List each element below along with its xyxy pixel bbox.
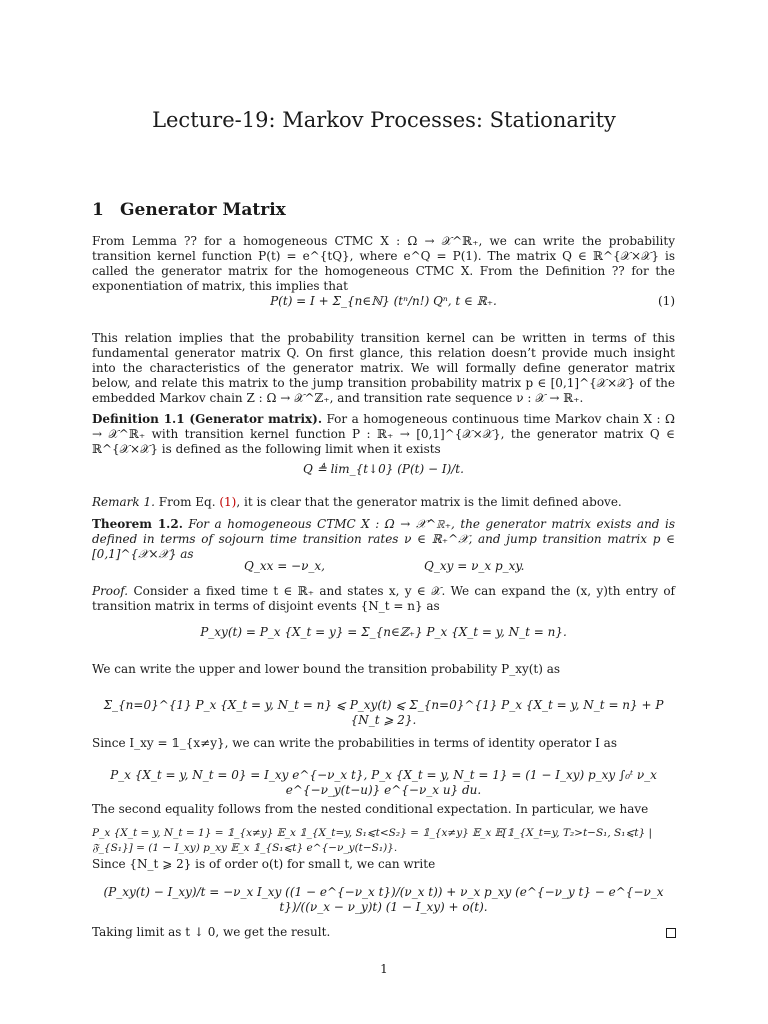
proof-block	[92, 584, 675, 614]
theorem-text: For a homogeneous CTMC X : Ω → 𝒳^ℝ₊, the generator matrix exists and is defined in terms of sojourn time transition rates ν ∈ ℝ₊^𝒳, and jump transition matrix p ∈ [0,1]^{𝒳×𝒳} as	[92, 517, 675, 561]
paragraph-intro: From Lemma ?? for a homogeneous CTMC X : Ω → 𝒳^ℝ₊, we can write the probability transition kernel function P(t) = e^{tQ}, where e^Q = P(1). The matrix Q ∈ ℝ^{𝒳×𝒳} is called the generator matrix for the homogeneous CTMC X. From the Definition ?? for the exponentiation of matrix, this implies that	[92, 234, 675, 293]
theorem-block	[92, 517, 675, 562]
section-heading	[92, 200, 286, 220]
equation-definition: Q ≜ lim_{t↓0} (P(t) − I)/t.	[303, 462, 464, 476]
paragraph-order: Since {N_t ⩾ 2} is of order o(t) for small t, we can write	[92, 857, 436, 871]
paragraph-generator-relation: This relation implies that the probability transition kernel can be written in terms of this fundamental generator matrix Q. On first glance, this relation doesn’t provide much insight into the characteristics of the generator matrix. We will formally define generator matrix below, and relate this matrix to the jump transition probability matrix p ∈ [0,1]^{𝒳×𝒳} of the embedded Markov chain Z : Ω → 𝒳^ℤ₊, and transition rate sequence ν : 𝒳 → ℝ₊.	[92, 331, 675, 405]
remark-text-b: , it is clear that the generator matrix is the limit defined above.	[236, 495, 622, 509]
equation-nested: P_x {X_t = y, N_t = 1} = 𝟙_{x≠y} 𝔼_x 𝟙_{X_t=y, S₁⩽t<S₂} = 𝟙_{x≠y} 𝔼_x 𝔼[𝟙_{X_t=y, T₂>t−S₁, S₁⩽t} | 𝔉_{S₁}] = (1 − I_xy) p_xy 𝔼_x 𝟙_{S₁⩽t} e^{−ν_y(t−S₁)}.	[92, 827, 653, 854]
equation-theorem-right: Q_xy = ν_x p_xy.	[424, 559, 525, 573]
proof-text: Consider a fixed time t ∈ ℝ₊ and states x, y ∈ 𝒳. We can expand the (x, y)th entry of transition matrix in terms of disjoint events {N_t = n} as	[92, 584, 675, 613]
equation-1	[92, 294, 675, 309]
equation-probabilities: P_x {X_t = y, N_t = 0} = I_xy e^{−ν_x t}, P_x {X_t = y, N_t = 1} = (1 − I_xy) p_xy ∫₀ᵗ ν_x e^{−ν_y(t−u)} e^{−ν_x u} du.	[110, 768, 657, 797]
equation-pxy: P_xy(t) = P_x {X_t = y} = Σ_{n∈ℤ₊} P_x {X_t = y, N_t = n}.	[200, 625, 567, 639]
equation-final: (P_xy(t) − I_xy)/t = −ν_x I_xy ((1 − e^{−ν_x t})/(ν_x t)) + ν_x p_xy (e^{−ν_y t} − e^{−ν_x t})/((ν_x − ν_y)t) (1 − I_xy) + o(t).	[103, 885, 664, 914]
paragraph-conclusion: Taking limit as t ↓ 0, we get the result.	[92, 925, 331, 939]
page-number: 1	[380, 962, 388, 976]
equation-theorem-left: Q_xx = −ν_x,	[244, 559, 325, 573]
section-number: 1	[92, 200, 104, 220]
document-title: Lecture-19: Markov Processes: Stationarity	[152, 108, 616, 132]
paragraph-nested: The second equality follows from the nested conditional expectation. In particular, we have	[92, 802, 649, 816]
definition-label: Definition 1.1 (Generator matrix).	[92, 412, 323, 426]
remark-block	[92, 495, 675, 510]
equation-bounds: Σ_{n=0}^{1} P_x {X_t = y, N_t = n} ⩽ P_xy(t) ⩽ Σ_{n=0}^{1} P_x {X_t = y, N_t = n} + P {N_t ⩾ 2}.	[103, 698, 664, 727]
remark-label: Remark 1.	[92, 495, 155, 509]
section-title: Generator Matrix	[120, 200, 286, 220]
definition-text: For a homogeneous continuous time Markov chain X : Ω → 𝒳^ℝ₊ with transition kernel function P : ℝ₊ → [0,1]^{𝒳×𝒳}, the generator matrix Q ∈ ℝ^{𝒳×𝒳} is defined as the following limit when it exists	[92, 412, 675, 456]
paragraph-identity: Since I_xy = 𝟙_{x≠y}, we can write the probabilities in terms of identity operator I as	[92, 736, 617, 750]
definition-block	[92, 412, 675, 457]
paragraph-bounds-intro: We can write the upper and lower bound the transition probability P_xy(t) as	[92, 662, 561, 676]
proof-label: Proof.	[92, 584, 129, 598]
remark-text-a: From Eq.	[158, 495, 216, 509]
theorem-label: Theorem 1.2.	[92, 517, 183, 531]
qed-square-icon	[666, 928, 676, 938]
equation-1-body: P(t) = I + Σ_{n∈ℕ} (tⁿ/n!) Qⁿ, t ∈ ℝ₊.	[270, 294, 497, 308]
equation-ref-link[interactable]: (1)	[219, 495, 237, 509]
equation-1-number: (1)	[658, 294, 675, 308]
